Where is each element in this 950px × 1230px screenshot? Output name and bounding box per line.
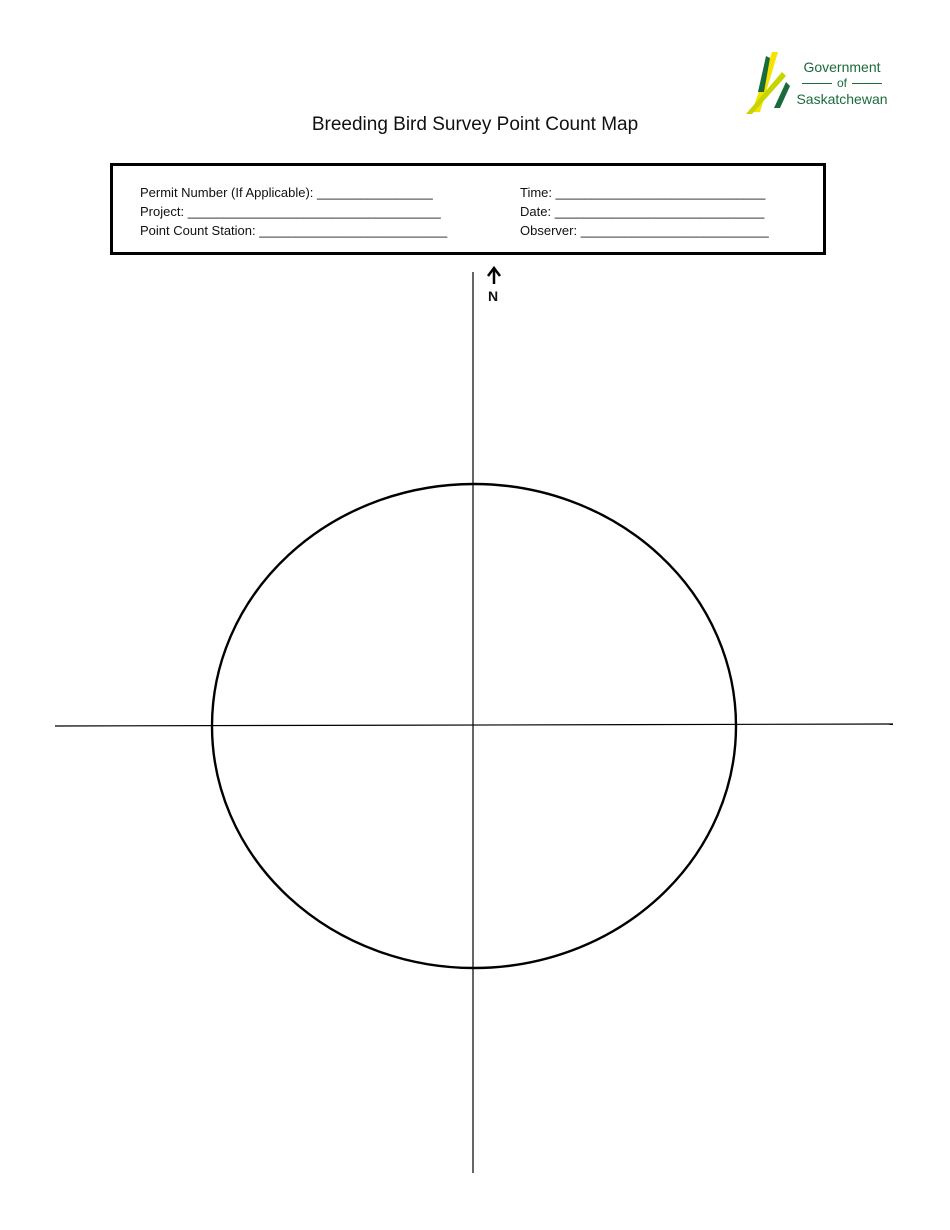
logo-line-government: Government — [803, 59, 881, 75]
observer-label: Observer: — [520, 223, 578, 238]
project-blank[interactable]: ___________________________________ — [187, 204, 441, 219]
permit-number-label: Permit Number (If Applicable): — [140, 185, 314, 200]
point-count-station-label: Point Count Station: — [140, 223, 256, 238]
north-arrow-icon — [488, 268, 500, 284]
point-count-station-blank[interactable]: __________________________ — [259, 223, 448, 238]
observer-blank[interactable]: __________________________ — [580, 223, 769, 238]
time-label: Time: — [520, 185, 553, 200]
project-label: Project: — [140, 204, 185, 219]
date-blank[interactable]: _____________________________ — [554, 204, 765, 219]
time-blank[interactable]: _____________________________ — [555, 185, 766, 200]
date-label: Date: — [520, 204, 552, 219]
permit-number-blank[interactable]: ________________ — [317, 185, 433, 200]
page-title: Breeding Bird Survey Point Count Map — [311, 114, 639, 135]
logo-of-text: of — [836, 76, 847, 90]
east-west-axis — [55, 724, 893, 726]
north-label: N — [488, 288, 499, 304]
logo-line-saskatchewan: Saskatchewan — [796, 91, 888, 107]
